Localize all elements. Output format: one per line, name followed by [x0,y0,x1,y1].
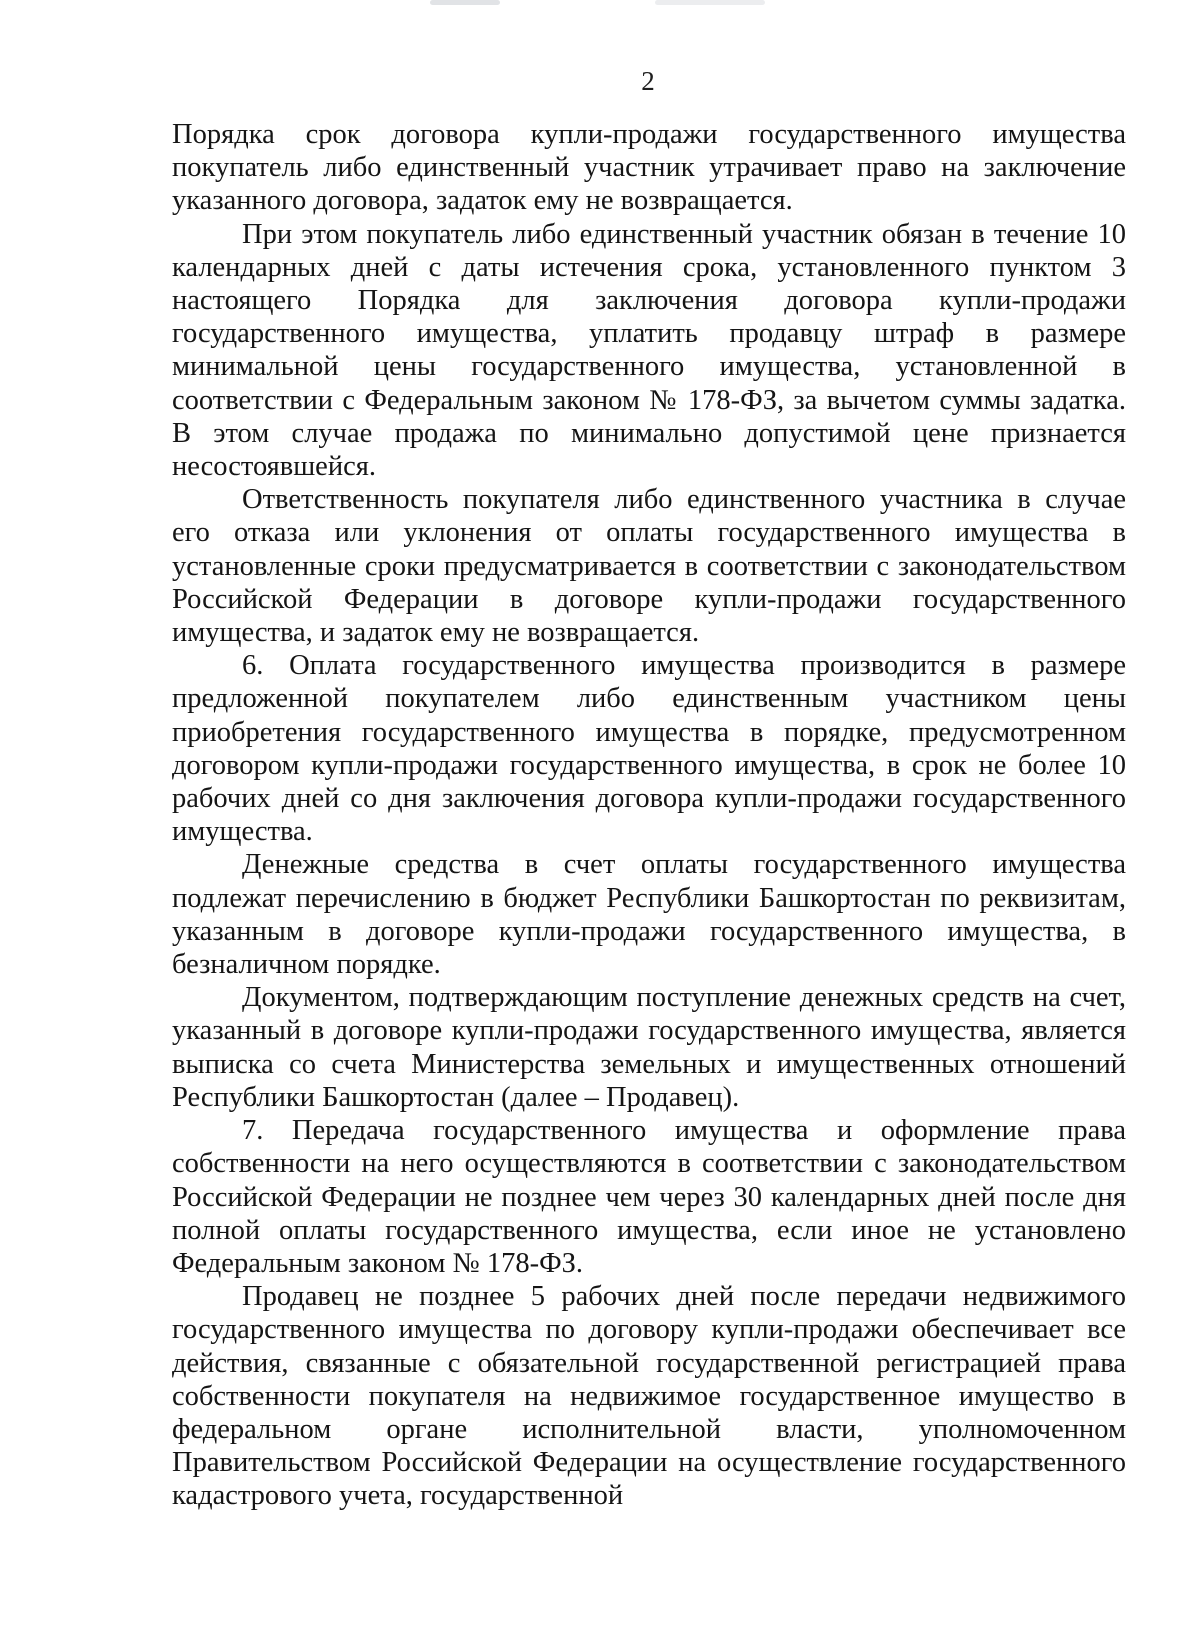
paragraph-continuation: Порядка срок договора купли-продажи государственного имущества покупатель либо единственный участник утрачивает право на заключение указанного договора, задаток ему не возвращается. [172,119,1126,217]
paragraph-penalty: При этом покупатель либо единственный участник обязан в течение 10 календарных дней с даты истечения срока, установленного пунктом 3 настоящего Порядка для заключения договора купли-продажи государственного имущества, уплатить продавцу штраф в размере минимальной цены государственного имущества, установленной в соответствии с Федеральным законом № 178-ФЗ, за вычетом суммы задатка. В этом случае продажа по минимально допустимой цене признается несостоявшейся. [172,218,1126,483]
document-body [172,118,1126,1513]
paragraph-clause-6-payment: 6. Оплата государственного имущества производится в размере предложенной покупателем либо единственным участником цены приобретения государственного имущества в порядке, предусмотренном договором купли-продажи государственного имущества, в срок не более 10 рабочих дней со дня заключения договора купли-продажи государственного имущества. [172,650,1126,848]
paragraph-registration: Продавец не позднее 5 рабочих дней после передачи недвижимого государственного имущества по договору купли-продажи обеспечивает все действия, связанные с обязательной государственной регистрацией права собственности покупателя на недвижимое государственное имущество в федеральном органе исполнительной власти, уполномоченном Правительством Российской Федерации на осуществление государственного кадастрового учета, государственной [172,1281,1126,1512]
page-number: 2 [641,66,655,96]
paragraph-liability: Ответственность покупателя либо единственного участника в случае его отказа или уклонения от оплаты государственного имущества в установленные сроки предусматривается в соответствии с законодательством Российской Федерации в договоре купли-продажи государственного имущества, и задаток ему не возвращается. [172,484,1126,649]
paragraph-funds-transfer: Денежные средства в счет оплаты государственного имущества подлежат перечислению в бюджет Республики Башкортостан по реквизитам, указанным в договоре купли-продажи государственного имущества, в безналичном порядке. [172,849,1126,981]
scan-artifact [655,0,765,5]
scan-artifact [430,0,500,5]
paragraph-payment-confirmation: Документом, подтверждающим поступление денежных средств на счет, указанный в договоре купли-продажи государственного имущества, является выписка со счета Министерства земельных и имущественных отношений Республики Башкортостан (далее – Продавец). [172,982,1126,1113]
paragraph-clause-7-transfer: 7. Передача государственного имущества и оформление права собственности на него осуществляются в соответствии с законодательством Российской Федерации не позднее чем через 30 календарных дней после дня полной оплаты государственного имущества, если иное не установлено Федеральным законом № 178-ФЗ. [172,1115,1126,1279]
